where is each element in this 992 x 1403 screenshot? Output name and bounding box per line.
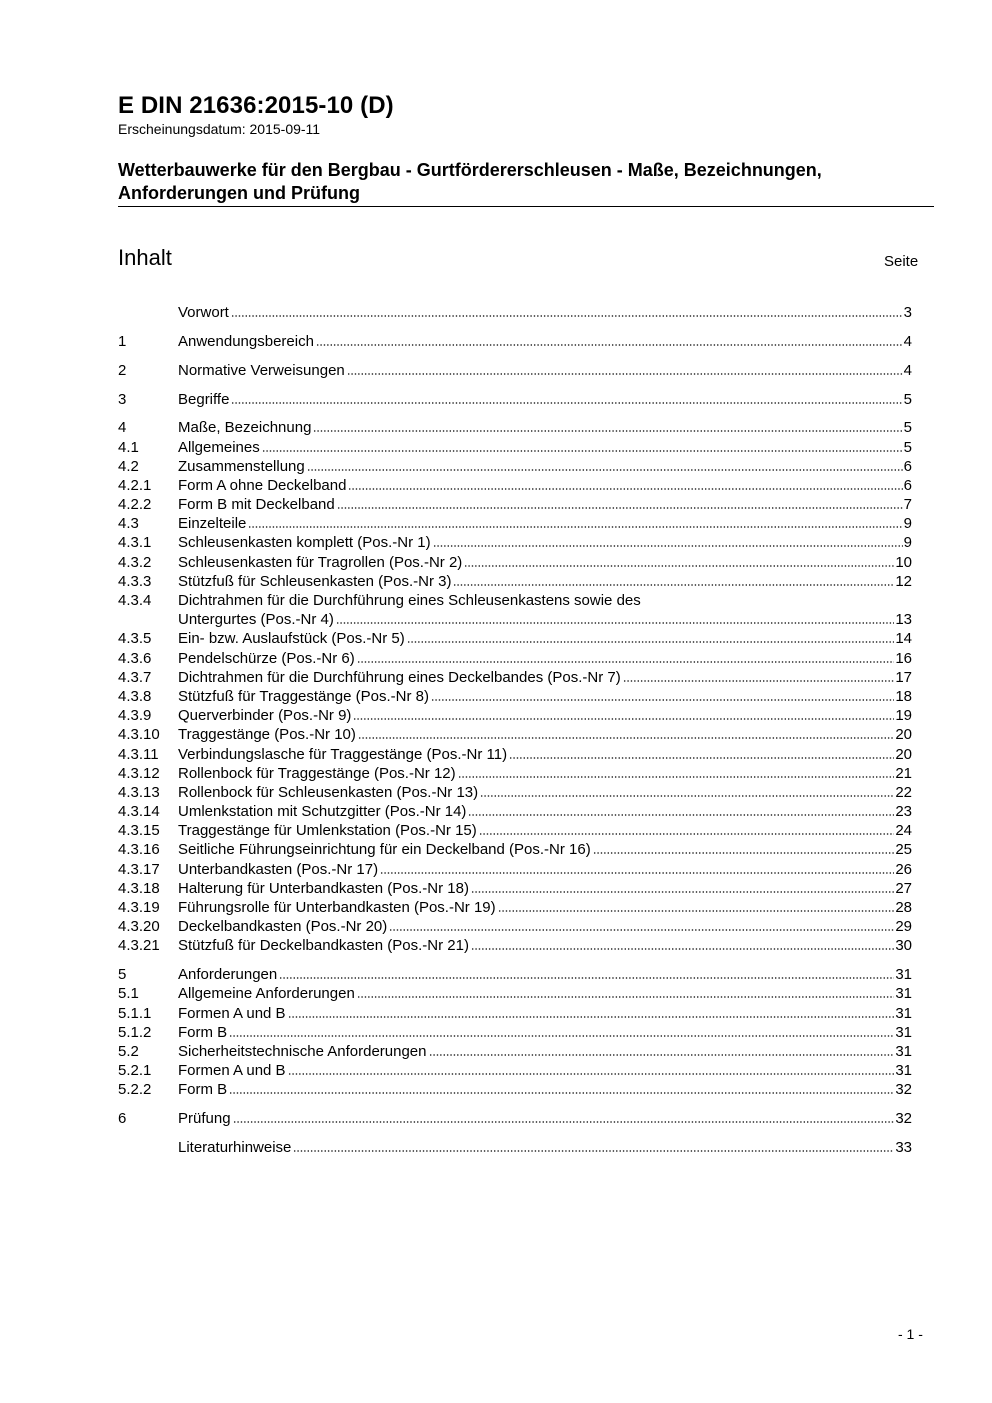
toc-entry-title-text: Form B mit Deckelband [178,496,335,514]
toc-dot-leader [288,1015,895,1019]
toc-dot-leader [288,1072,895,1076]
toc-entry[interactable] [118,782,912,801]
toc-entry-number: 5.2.2 [118,1081,152,1099]
toc-entry-page: 16 [895,649,912,667]
toc-entry[interactable] [118,571,912,590]
toc-entry-title [178,726,356,743]
toc-entry[interactable] [118,1079,912,1098]
toc-entry-page: 24 [895,822,912,840]
toc-entry[interactable] [118,820,912,839]
toc-entry-title [178,880,469,897]
toc-entry-position-ref: (Pos.-Nr 8) [355,687,429,705]
toc-dot-leader [380,871,894,875]
toc-entry-page: 20 [895,745,912,763]
toc-entry-title [178,937,469,954]
toc-entry[interactable] [118,897,912,916]
toc-entry-page: 31 [895,966,912,984]
toc-entry-position-ref: (Pos.-Nr 5) [331,630,405,648]
toc-entry-title-text: Deckelbandkasten [178,918,302,936]
toc-entry-page: 13 [895,611,912,629]
toc-dot-leader [348,487,902,491]
toc-entry-title [178,1005,286,1022]
toc-entry[interactable] [118,1022,912,1041]
toc-entry-title-text: Untergurtes [178,611,257,629]
toc-entry[interactable] [118,1108,912,1127]
toc-entry[interactable] [118,494,912,513]
toc-entry-number: 4.3.10 [118,726,160,744]
toc-entry-position-ref: (Pos.-Nr 4) [260,611,334,629]
toc-dot-leader [336,621,894,625]
toc-entry-number: 4.3.11 [118,745,159,763]
toc-entry-title-text: Halterung für Unterbandkasten [178,879,384,897]
toc-entry-title [178,391,229,408]
toc-entry-number: 4.3.4 [118,592,152,609]
toc-entry-title [178,439,260,456]
toc-entry-title [178,304,229,321]
toc-entry-position-ref: (Pos.-Nr 7) [547,668,621,686]
toc-entry-number: 4.3.18 [118,879,160,897]
toc-entry-position-ref: (Pos.-Nr 10) [274,726,356,744]
toc-dot-leader [433,544,903,548]
toc-entry-page: 25 [895,841,912,859]
toc-entry-number: 5.1.1 [118,1004,152,1022]
toc-entry-title [178,333,314,350]
toc-dot-leader [313,429,902,433]
toc-entry-title-text: Ein- bzw. Auslaufstück [178,630,328,648]
toc-entry-title-text: Unterbandkasten [178,860,293,878]
toc-entry-title [178,841,591,858]
toc-entry-position-ref: (Pos.-Nr 9) [278,707,352,725]
toc-dot-leader [479,832,895,836]
toc-entry-position-ref: (Pos.-Nr 14) [384,803,467,821]
toc-entry-position-ref: (Pos.-Nr 17) [296,860,379,878]
toc-dot-leader [389,928,894,932]
toc-entry-page: 9 [903,515,912,533]
toc-entry-number: 4.3.7 [118,668,152,686]
toc-entry-number: 4.3.5 [118,630,152,648]
toc-entry-title-text: Form B [178,1023,228,1041]
toc-entry[interactable] [118,360,912,379]
page-column-label: Seite [884,253,919,270]
toc-dot-leader [480,794,894,798]
toc-entry-title-text: Zusammenstellung [178,457,305,475]
toc-entry-number: 5 [118,966,127,984]
toc-entry[interactable] [118,858,912,877]
toc-entry[interactable] [118,1002,912,1021]
toc-entry-title [178,669,621,686]
toc-entry-page: 30 [895,937,912,955]
toc-entry-page: 4 [903,332,912,350]
toc-entry[interactable] [118,331,912,350]
toc-entry-page: 31 [895,1023,912,1041]
toc-entry-title-text: Querverbinder [178,707,274,725]
toc-dot-leader [509,756,894,760]
toc-entry-page: 12 [895,572,912,590]
toc-entry-title [178,1024,227,1041]
toc-entry-number: 2 [118,361,127,379]
toc-entry-page: 7 [903,496,912,514]
toc-entry[interactable] [118,513,912,532]
toc-entry-title-text: Form A ohne Deckelband [178,476,347,494]
toc-entry-number: 4.3.17 [118,860,160,878]
toc-entry-title-text: Verbindungslasche für Traggestänge [178,745,423,763]
toc-entry-page: 10 [895,553,912,571]
toc-entry-title-text: Rollenbock für Schleusenkasten [178,783,393,801]
toc-entry-number: 4.1 [118,438,139,456]
toc-entry-page: 5 [903,419,912,437]
toc-entry-title-text: Stützfuß für Traggestänge [178,687,352,705]
toc-entry-page: 31 [895,1004,912,1022]
toc-entry[interactable] [118,983,912,1002]
toc-entry-title [178,688,429,705]
toc-entry-page: 5 [903,390,912,408]
toc-entry-position-ref: (Pos.-Nr 11) [426,745,508,763]
toc-heading: Inhalt [118,245,172,270]
toc-entry-page: 6 [903,476,912,494]
toc-entry-title-text: Literaturhinweise [178,1138,292,1156]
toc-entry-title-text: Anwendungsbereich [178,332,314,350]
toc-entry-page: 5 [903,438,912,456]
toc-entry-title-text: Schleusenkasten für Tragrollen [178,553,385,571]
toc-entry-number: 4.3.1 [118,534,152,552]
toc-entry-number: 4.2.2 [118,496,152,514]
toc-entry-number: 4.3.2 [118,553,152,571]
toc-entry-title [178,650,355,667]
toc-entry[interactable] [118,935,912,954]
toc-dot-leader [471,947,894,951]
toc-entry-title-text: Stützfuß für Deckelbandkasten [178,937,384,955]
toc-entry-page: 9 [903,534,912,552]
toc-dot-leader [623,679,895,683]
toc-entry-position-ref: (Pos.-Nr 16) [509,841,591,859]
toc-entry-page: 22 [895,783,912,801]
toc-entry-title [178,765,456,782]
toc-entry[interactable] [118,647,912,666]
toc-entry-page: 31 [895,1042,912,1060]
toc-entry-title [178,918,387,935]
toc-entry-title [178,1139,291,1156]
toc-entry-title-text: Maße, Bezeichnung [178,419,312,437]
toc-entry-position-ref: (Pos.-Nr 13) [396,783,479,801]
toc-entry-title-text: Allgemeine Anforderungen [178,985,355,1003]
toc-entry-page: 32 [895,1081,912,1099]
toc-entry-page: 3 [903,304,912,322]
toc-entry-title [178,803,466,820]
toc-entry[interactable] [118,743,912,762]
toc-entry-page: 32 [895,1110,912,1128]
toc-entry-title [178,477,346,494]
toc-entry-title [178,534,431,551]
toc-entry-title-text: Stützfuß für Schleusenkasten [178,572,374,590]
toc-entry-page: 17 [895,668,912,686]
toc-entry-title [178,362,345,379]
toc-entry-number: 4.3.19 [118,899,160,916]
toc-dot-leader [357,995,895,999]
toc-entry-number: 5.2 [118,1042,139,1060]
toc-entry-position-ref: (Pos.-Nr 6) [281,649,355,667]
toc-dot-leader [337,506,903,510]
toc-entry-title-text: Anforderungen [178,966,278,984]
toc-dot-leader [358,736,894,740]
toc-entry-page: 31 [895,1062,912,1080]
toc-dot-leader [353,717,894,721]
toc-dot-leader [468,813,894,817]
toc-entry[interactable] [118,878,912,897]
toc-entry-title [178,573,451,590]
toc-entry-title-text: Dichtrahmen für die Durchführung eines Deckelbandes [178,668,544,686]
toc-entry[interactable] [118,686,912,705]
toc-entry-page: 6 [903,457,912,475]
toc-entry-number: 4.3.21 [118,937,160,955]
toc-entry-number: 4.3.16 [118,841,160,859]
toc-entry-number: 4.3.8 [118,687,152,705]
toc-entry[interactable] [118,667,912,686]
toc-entry-page: 20 [895,726,912,744]
toc-entry[interactable] [118,724,912,743]
toc-entry-number: 4.3.14 [118,803,160,821]
toc-entry-page: 31 [895,985,912,1003]
toc-entry[interactable] [118,1041,912,1060]
toc-entry-title-text: Traggestänge [178,726,271,744]
toc-entry[interactable] [118,609,912,628]
toc-entry-title [178,822,477,839]
toc-entry-title-text: Rollenbock für Traggestänge [178,764,370,782]
toc-entry-title [178,985,355,1002]
toc-dot-leader [453,583,894,587]
toc-entry-number: 4.2 [118,457,139,475]
toc-entry-title [178,592,641,609]
toc-dot-leader [464,564,894,568]
toc-dot-leader [458,775,895,779]
toc-entry-number: 4.3.6 [118,649,152,667]
toc-entry-number: 4 [118,419,127,437]
toc-entry-page: 4 [903,361,912,379]
toc-dot-leader [229,1034,894,1038]
toc-entry-title-text: Formen A und B [178,1062,286,1080]
toc-entry-number: 4.3.20 [118,918,160,936]
toc-entry-title-text: Normative Verweisungen [178,361,345,379]
toc-entry-position-ref: (Pos.-Nr 2) [388,553,463,571]
toc-entry-title [178,861,378,878]
toc-entry-number: 4.3.9 [118,707,152,725]
toc-entry-page: 18 [895,687,912,705]
toc-entry-position-ref: (Pos.-Nr 12) [373,764,456,782]
toc-entry-title [178,899,496,916]
title-divider [118,206,934,207]
toc-dot-leader [229,1091,894,1095]
toc-entry[interactable] [118,628,912,647]
toc-entry[interactable] [118,590,912,609]
toc-entry-position-ref: (Pos.-Nr 3) [378,572,452,590]
toc-entry[interactable] [118,801,912,820]
toc-entry-title [178,611,334,628]
toc-entry-title [178,554,462,571]
toc-entry-title [178,1043,427,1060]
toc-entry-number: 4.3.12 [118,764,160,782]
toc-entry-page: 26 [895,860,912,878]
toc-entry[interactable] [118,456,912,475]
toc-entry[interactable] [118,763,912,782]
toc-dot-leader [279,976,894,980]
toc-entry[interactable] [118,916,912,935]
toc-entry-position-ref: (Pos.-Nr 15) [395,822,477,840]
toc-entry-number: 4.3.15 [118,822,160,840]
toc-entry-page: 21 [895,764,912,782]
toc-entry[interactable] [118,705,912,724]
toc-entry[interactable] [118,551,912,570]
toc-entry-title-text: Begriffe [178,390,230,408]
toc-entry[interactable] [118,1060,912,1079]
toc-entry-number: 4.3 [118,515,139,533]
toc-entry-title-text: Sicherheitstechnische Anforderungen [178,1042,427,1060]
toc-entry-position-ref: (Pos.-Nr 18) [387,879,469,897]
toc-entry[interactable] [118,839,912,858]
toc-dot-leader [429,1053,895,1057]
toc-entry-number: 3 [118,390,127,408]
toc-entry-page: 27 [895,879,912,897]
toc-entry-title-text: Führungsrolle für Unterbandkasten [178,899,410,916]
toc-entry-position-ref: (Pos.-Nr 1) [357,534,431,552]
toc-entry-title-text: Umlenkstation mit Schutzgitter [178,803,381,821]
toc-dot-leader [307,468,903,472]
toc-entry-page: 23 [895,803,912,821]
toc-dot-leader [233,1120,895,1124]
toc-entry-title [178,707,351,724]
document-id: E DIN 21636:2015-10 (D) [118,92,394,119]
toc-dot-leader [248,525,902,529]
toc-entry-title [178,515,246,532]
toc-entry[interactable] [118,532,912,551]
toc-entry[interactable] [118,417,912,436]
toc-entry-position-ref: (Pos.-Nr 21) [387,937,469,955]
toc-entry-title [178,630,405,647]
toc-entry-page: 33 [895,1138,912,1156]
toc-entry-title [178,419,311,436]
toc-entry-title [178,496,335,513]
toc-entry-number: 4.3.3 [118,572,152,590]
toc-entry-title-text: Dichtrahmen für die Durchführung eines Schleusenkastens sowie des [178,592,641,609]
toc-entry[interactable] [118,436,912,455]
toc-dot-leader [231,314,903,318]
toc-entry-title [178,746,507,763]
toc-entry-title-text: Formen A und B [178,1004,286,1022]
toc-entry-title [178,458,305,475]
toc-entry[interactable] [118,1137,912,1156]
toc-entry-title-text: Traggestänge für Umlenkstation [178,822,391,840]
table-of-contents [118,302,912,1156]
toc-entry-page: 14 [895,630,912,648]
toc-dot-leader [262,449,903,453]
toc-dot-leader [593,851,895,855]
toc-entry-title-text: Allgemeines [178,438,260,456]
toc-entry-title-text: Schleusenkasten komplett [178,534,354,552]
toc-entry-number: 6 [118,1110,127,1128]
toc-entry-title-text: Form B [178,1081,228,1099]
toc-entry[interactable] [118,302,912,321]
toc-dot-leader [231,401,902,405]
toc-entry-page: 29 [895,918,912,936]
toc-entry-title [178,1062,286,1079]
toc-entry-position-ref: (Pos.-Nr 19) [413,899,496,916]
toc-entry-number: 5.2.1 [118,1062,152,1080]
toc-entry-title-text: Prüfung [178,1110,231,1128]
toc-entry-title-text: Vorwort [178,304,229,322]
document-title: Wetterbauwerke für den Bergbau - Gurtfördererschleusen - Maße, Bezeichnungen, Anforderungen und Prüfung [118,160,822,203]
toc-entry-number: 1 [118,332,127,350]
toc-dot-leader [316,343,903,347]
toc-dot-leader [407,640,895,644]
publication-date: Erscheinungsdatum: 2015-09-11 [118,121,321,137]
toc-dot-leader [431,698,894,702]
toc-entry-position-ref: (Pos.-Nr 20) [305,918,388,936]
toc-entry[interactable] [118,475,912,494]
toc-entry[interactable] [118,388,912,407]
toc-entry-title-text: Einzelteile [178,515,247,533]
toc-entry[interactable] [118,964,912,983]
toc-dot-leader [357,660,895,664]
toc-dot-leader [471,890,894,894]
toc-entry-title [178,1110,231,1127]
toc-entry-page: 19 [895,707,912,725]
toc-dot-leader [293,1149,894,1153]
page-number: - 1 - [898,1326,923,1342]
toc-entry-number: 5.1.2 [118,1023,152,1041]
toc-entry-number: 4.2.1 [118,476,152,494]
toc-entry-title [178,784,478,801]
toc-entry-title-text: Pendelschürze [178,649,278,667]
toc-entry-number: 4.3.13 [118,783,160,801]
toc-entry-number: 5.1 [118,985,139,1003]
toc-entry-page: 28 [895,899,912,916]
toc-entry-title [178,966,277,983]
toc-entry-title-text: Seitliche Führungseinrichtung für ein Deckelband [178,841,505,859]
toc-dot-leader [347,372,903,376]
toc-entry-title [178,1081,227,1098]
toc-dot-leader [498,909,895,913]
